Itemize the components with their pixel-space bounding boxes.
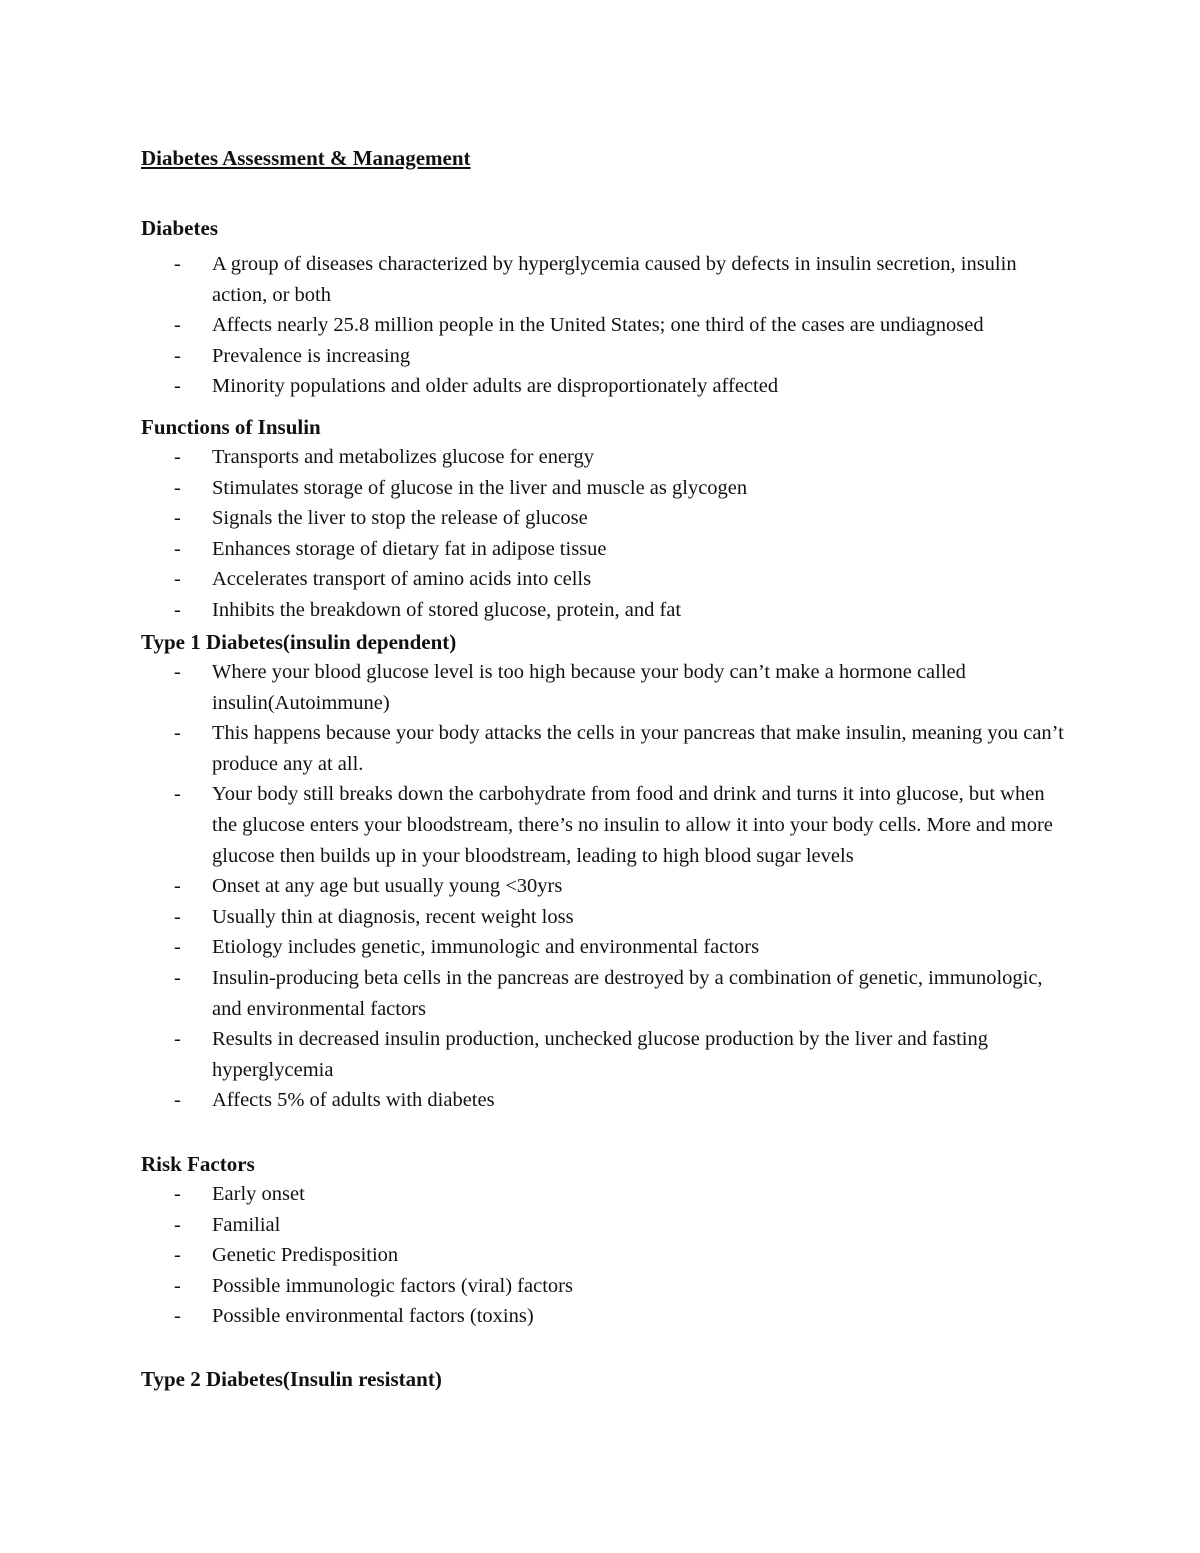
- section-heading-diabetes: Diabetes: [141, 216, 218, 240]
- section-list-type-1-diabetes: [0, 657, 1200, 1116]
- list-item: [0, 1024, 1200, 1085]
- list-item: [0, 371, 1200, 402]
- list-item-text: Accelerates transport of amino acids into cells: [212, 568, 592, 591]
- bullet-dash: -: [174, 783, 181, 806]
- bullet-dash: -: [174, 375, 181, 398]
- bullet-dash: -: [174, 936, 181, 959]
- section-heading-type-1-diabetes: Type 1 Diabetes(insulin dependent): [141, 630, 457, 654]
- list-item-text: Possible immunologic factors (viral) factors: [212, 1274, 573, 1297]
- bullet-dash: -: [174, 344, 181, 367]
- section-heading-type-2-diabetes: Type 2 Diabetes(Insulin resistant): [141, 1367, 442, 1391]
- list-item: [0, 595, 1200, 626]
- list-item: [0, 1240, 1200, 1271]
- list-item: [0, 657, 1200, 718]
- list-item: [0, 1301, 1200, 1332]
- list-item-text: Affects nearly 25.8 million people in the United States; one third of the cases are undiagnosed: [212, 314, 984, 337]
- list-item: [0, 310, 1200, 341]
- bullet-dash: -: [174, 537, 181, 560]
- bullet-dash: -: [174, 1183, 181, 1205]
- bullet-dash: -: [174, 905, 181, 928]
- list-item-text: Affects 5% of adults with diabetes: [212, 1089, 495, 1112]
- list-item-text: Onset at any age but usually young <30yrs: [212, 875, 563, 898]
- list-item: [0, 871, 1200, 902]
- list-item-text: Minority populations and older adults are disproportionately affected: [212, 375, 779, 398]
- list-item-text: Enhances storage of dietary fat in adipose tissue: [212, 537, 607, 560]
- list-item: [0, 564, 1200, 595]
- list-item: [0, 1210, 1200, 1241]
- list-item: [0, 902, 1200, 933]
- list-item-text: Possible environmental factors (toxins): [212, 1305, 534, 1328]
- bullet-dash: -: [174, 1274, 181, 1297]
- list-item-text: Early onset: [212, 1183, 305, 1205]
- bullet-dash: -: [174, 446, 181, 468]
- bullet-dash: -: [174, 1028, 181, 1051]
- list-item-text: Where your blood glucose level is too high because your body can’t make a hormone called insulin(Autoimmune): [212, 661, 966, 714]
- list-item: [0, 249, 1200, 310]
- bullet-dash: -: [174, 1305, 181, 1328]
- list-item: [0, 718, 1200, 779]
- section-heading-risk-factors: Risk Factors: [141, 1152, 255, 1176]
- list-item: [0, 963, 1200, 1024]
- section-list-functions-of-insulin: [0, 442, 1200, 626]
- bullet-dash: -: [174, 966, 181, 989]
- list-item-text: Usually thin at diagnosis, recent weight loss: [212, 905, 574, 928]
- list-item: [0, 442, 1200, 473]
- list-item: [0, 473, 1200, 504]
- bullet-dash: -: [174, 661, 181, 683]
- list-item: [0, 932, 1200, 963]
- list-item: [0, 1085, 1200, 1116]
- bullet-dash: -: [174, 568, 181, 591]
- list-item-text: Insulin-producing beta cells in the pancreas are destroyed by a combination of genetic, immunologic, and environmental factors: [212, 966, 1043, 1020]
- list-item: [0, 779, 1200, 871]
- list-item-text: A group of diseases characterized by hyperglycemia caused by defects in insulin secretion, insulin action, or both: [212, 253, 1017, 306]
- section-list-diabetes: [0, 249, 1200, 402]
- bullet-dash: -: [174, 507, 181, 530]
- bullet-dash: -: [174, 722, 181, 745]
- section-list-risk-factors: [0, 1179, 1200, 1332]
- list-item-text: Your body still breaks down the carbohydrate from food and drink and turns it into glucose, but when the glucose enters your bloodstream, there’s no insulin to allow it into your body cells. More and more glucose then builds up in your bloodstream, leading to high blood sugar levels: [212, 783, 1053, 867]
- list-item-text: Stimulates storage of glucose in the liver and muscle as glycogen: [212, 476, 748, 499]
- list-item-text: Genetic Predisposition: [212, 1244, 399, 1267]
- list-item: [0, 1179, 1200, 1210]
- list-item-text: Signals the liver to stop the release of glucose: [212, 507, 588, 530]
- list-item-text: Etiology includes genetic, immunologic and environmental factors: [212, 936, 760, 959]
- list-item-text: Results in decreased insulin production, unchecked glucose production by the liver and fasting hyperglycemia: [212, 1028, 988, 1081]
- bullet-dash: -: [174, 1089, 181, 1112]
- bullet-dash: -: [174, 476, 181, 499]
- list-item: [0, 1271, 1200, 1302]
- list-item-text: Transports and metabolizes glucose for energy: [212, 446, 595, 468]
- bullet-dash: -: [174, 253, 181, 275]
- list-item-text: Familial: [212, 1213, 281, 1236]
- list-item: [0, 534, 1200, 565]
- list-item-text: This happens because your body attacks the cells in your pancreas that make insulin, meaning you can’t produce any at all.: [212, 722, 1064, 775]
- section-heading-functions-of-insulin: Functions of Insulin: [141, 415, 321, 439]
- bullet-dash: -: [174, 1244, 181, 1267]
- bullet-dash: -: [174, 1213, 181, 1236]
- bullet-dash: -: [174, 314, 181, 337]
- bullet-dash: -: [174, 598, 181, 621]
- list-item: [0, 341, 1200, 372]
- bullet-dash: -: [174, 875, 181, 898]
- list-item: [0, 503, 1200, 534]
- list-item-text: Prevalence is increasing: [212, 344, 411, 367]
- document-title: Diabetes Assessment & Management: [141, 146, 471, 170]
- list-item-text: Inhibits the breakdown of stored glucose, protein, and fat: [212, 598, 682, 621]
